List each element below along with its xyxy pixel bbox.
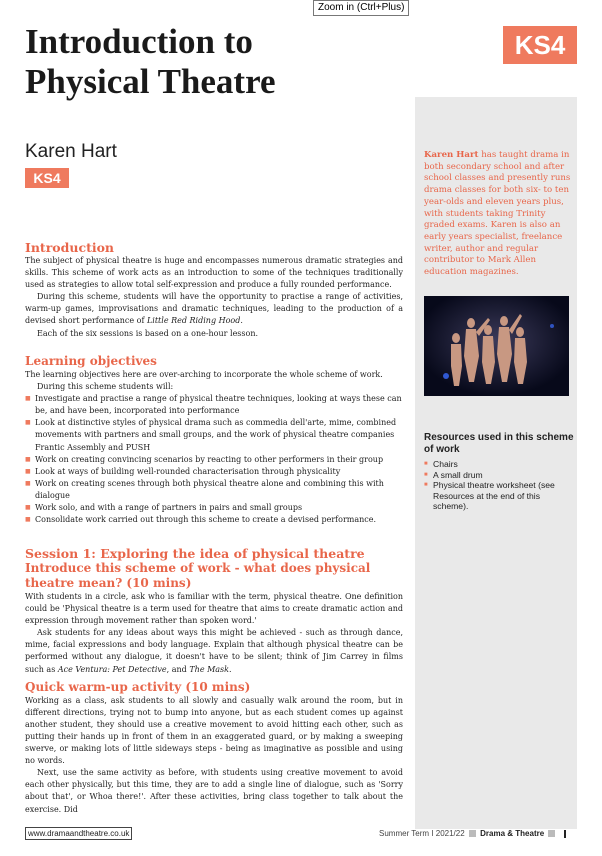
session-1-paragraph-1: With students in a circle, ask who is familiar with the term, physical theatre. One definition could be 'Physical theatre is a term used for theatre that aims to create dramatic action and expression through movement rather than spoken word.': [25, 592, 403, 626]
page-title: [25, 22, 405, 102]
session-1-p2-mid: , and: [166, 664, 190, 674]
intro-p2-end: .: [240, 316, 243, 326]
list-item: ■ Investigate and practise a range of physical theatre techniques, looking at ways these can be, and have been, incorporated into performance: [25, 393, 403, 417]
performance-photo-image: [424, 296, 569, 396]
introduction-heading: Introduction: [25, 240, 115, 255]
session-1-heading: Session 1: Exploring the idea of physical theatre: [25, 546, 365, 561]
resources-heading: Resources used in this scheme of work: [424, 432, 574, 455]
list-item: ■ Work solo, and with a range of partners in pairs and small groups: [25, 502, 403, 514]
ks4-badge-top: KS4: [503, 26, 577, 64]
footer-term: Summer Term I 2021/22: [379, 829, 465, 838]
session-1-subheading-1: Introduce this scheme of work - what does physical theatre mean? (10 mins): [25, 561, 371, 590]
bio-name: Karen Hart: [424, 150, 479, 160]
film-title-2: The Mask: [189, 664, 230, 674]
session-1-paragraph-3: Working as a class, ask students to all slowly and casually walk around the room, but in different directions, trying not to bump into anyone, but as each student comes up against another student, they should use a creative movement to avoid hitting each other, such as putting their hands up in front of them in an exaggerated guard, or by making a sweeping swerve, or making lots of little sideways steps - being as imaginative as possible and using no words.: [25, 695, 403, 766]
title-line-1: Introduction to: [25, 22, 253, 61]
objectives-heading: Learning objectives: [25, 354, 157, 368]
author-bio: [424, 150, 574, 279]
performance-photo: [424, 296, 569, 396]
session-1-subheading-2: Quick warm-up activity (10 mins): [25, 679, 251, 694]
session-1-paragraph-4: Next, use the same activity as before, with students using creative movement to avoid each other physically, but this time, they are to add a single line of dialogue, such as 'Sorry about that', or Whoa there!'. After these activities, bring class together to talk about the exercise. Did: [25, 768, 403, 814]
intro-paragraph-3: Each of the six sessions is based on a one-hour lesson.: [37, 328, 259, 338]
session-1-p2-end: .: [229, 664, 232, 674]
list-item: ■ Work on creating convincing scenarios by reacting to other performers in their group: [25, 454, 403, 466]
list-item: ■ Chairs: [424, 459, 574, 470]
resources-list: [424, 459, 574, 512]
list-item: ■ Consolidate work carried out through this scheme to create a devised performance.: [25, 514, 403, 526]
session-1-p2-text: Ask students for any ideas about ways this might be achieved - such as through dance, mime, facial expressions and body language. Explain that although physical theatre can be performed without any dialogue, it doesn't have to be silent; think of Jim Carrey in films such as: [25, 628, 403, 674]
list-item: ■ A small drum: [424, 470, 574, 481]
title-line-2: Physical Theatre: [25, 62, 276, 101]
intro-p2-title: Little Red Riding Hood: [146, 316, 241, 326]
intro-p2-text: During this scheme, students will have the opportunity to practise a range of activities, warm-up games, improvisations and dramatic techniques, leading to the production of a devised short performance of: [25, 292, 403, 326]
intro-paragraph-1: The subject of physical theatre is huge and encompasses numerous dramatic strategies and skills. This scheme of work acts as an introduction to some of the techniques traditionally used as strategies to allow total self-expression and produce a fully rounded performance.: [25, 256, 403, 290]
ks4-badge-author: KS4: [25, 168, 69, 188]
footer-issue-info: [379, 828, 579, 839]
square-icon: [548, 830, 555, 837]
objectives-paragraph-2: During this scheme students will:: [37, 382, 174, 392]
zoom-tooltip: Zoom in (Ctrl+Plus): [313, 0, 409, 16]
introduction-section: [25, 240, 403, 340]
list-item: ■ Work on creating scenes through both physical theatre alone and combining this with dialogue: [25, 478, 403, 502]
intro-paragraph-2: [25, 291, 403, 327]
objectives-section: [25, 354, 403, 526]
bio-text: has taught drama in both secondary school and after school classes and presently runs drama classes for both six- to ten year-olds and eleven years plus, with students taking Trinity graded exams. Karen is also an early years specialist, freelance writer, author and regular contributor to Mark Allen education magazines.: [424, 150, 571, 278]
footer-magazine: Drama & Theatre: [480, 829, 545, 838]
footer-website-link[interactable]: www.dramaandtheatre.co.uk: [25, 827, 132, 840]
list-item: ■ Look at ways of building well-rounded characterisation through physicality: [25, 466, 403, 478]
square-icon: [469, 830, 476, 837]
list-item: ■ Physical theatre worksheet (see Resources at the end of this scheme).: [424, 480, 574, 512]
author-name: Karen Hart: [25, 141, 117, 162]
session-1-section: [25, 546, 403, 816]
objectives-paragraph-1: The learning objectives here are over-arching to incorporate the whole scheme of work.: [25, 370, 383, 379]
objectives-list: [25, 393, 403, 526]
session-1-paragraph-2: [25, 627, 403, 675]
film-title-1: Ace Ventura: Pet Detective: [57, 664, 167, 674]
list-item: ■ Look at distinctive styles of physical drama such as commedia dell'arte, mime, combined movements with partners and small groups, and the work of physical theatre companies Frantic Assembly and PUSH: [25, 417, 403, 453]
bar-icon: [564, 830, 566, 838]
